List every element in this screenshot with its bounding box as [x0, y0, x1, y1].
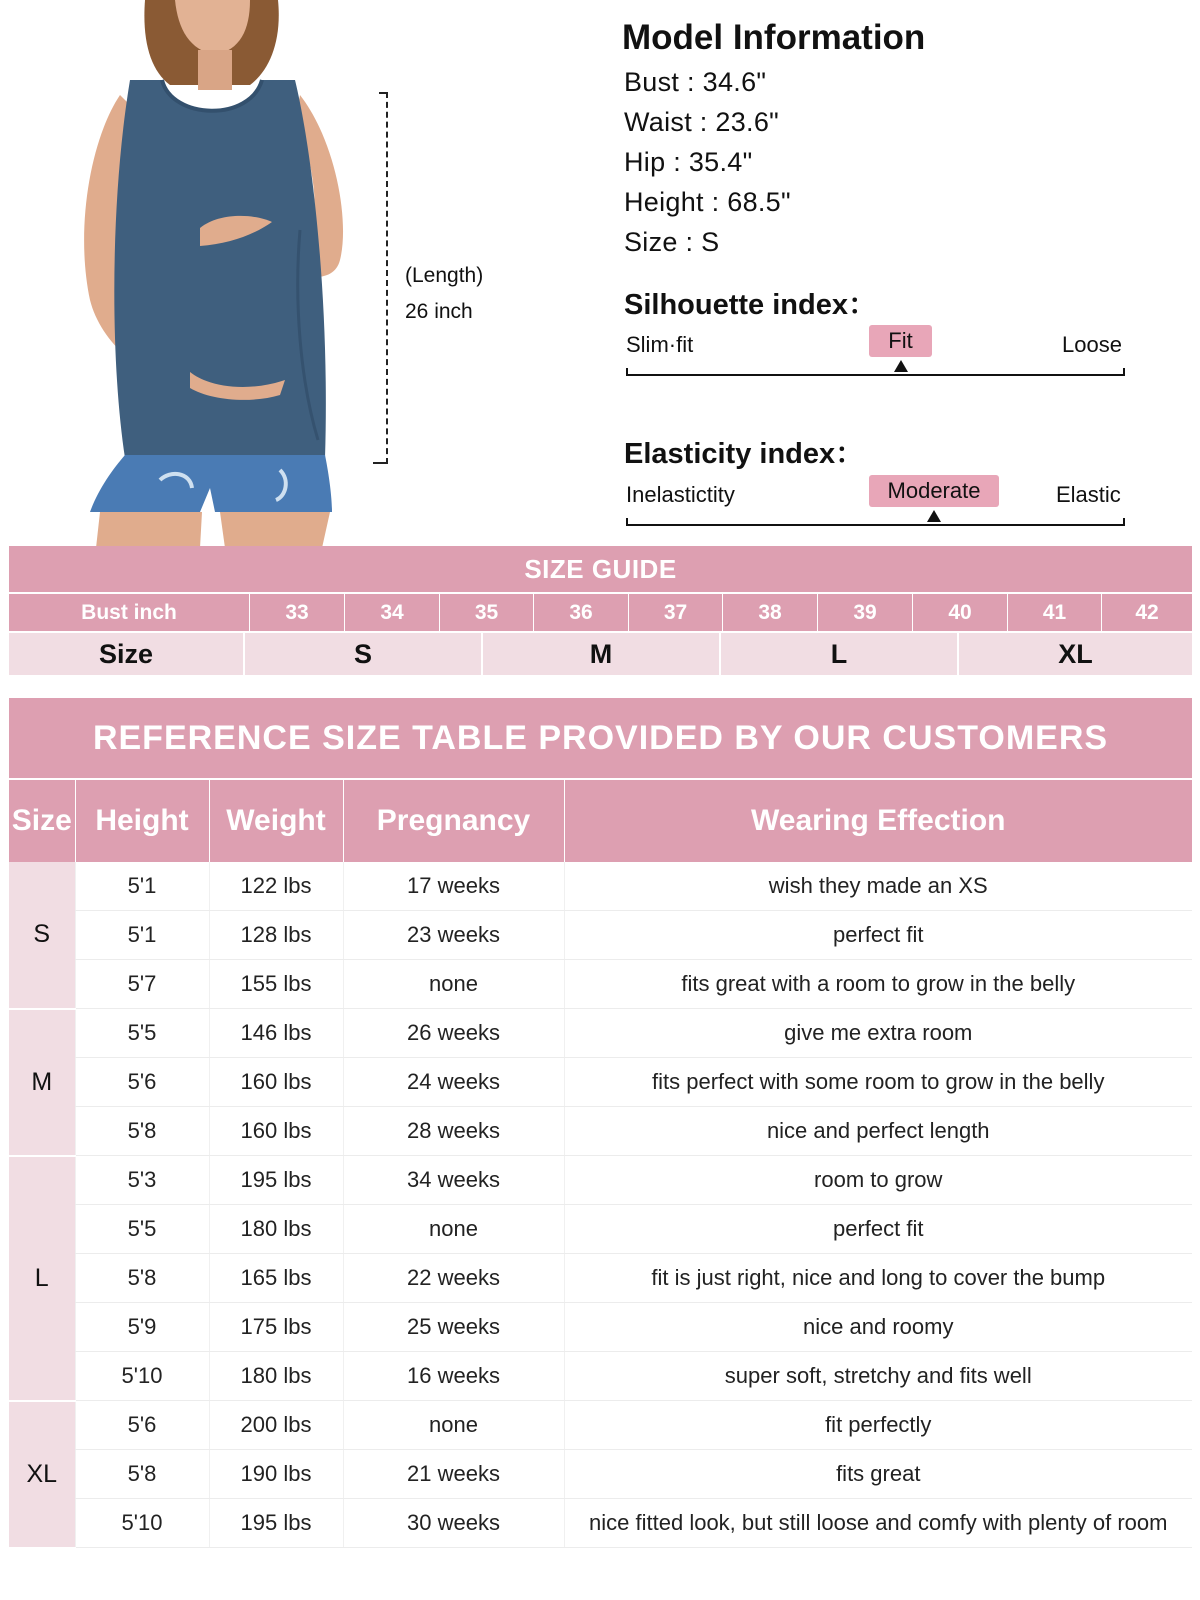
- size-group-cell: L: [9, 1156, 75, 1401]
- table-row: [9, 1205, 1192, 1254]
- weight-cell: 190 lbs: [209, 1450, 343, 1499]
- table-row: [9, 1156, 1192, 1205]
- size-label: Size: [98, 639, 154, 669]
- wearing-effection-cell: fits perfect with some room to grow in the belly: [564, 1058, 1192, 1107]
- wearing-effection-cell: fit is just right, nice and long to cover the bump: [564, 1254, 1192, 1303]
- length-cap-bottom: [373, 462, 388, 464]
- pregnancy-cell: none: [343, 1205, 564, 1254]
- weight-cell: 160 lbs: [209, 1107, 343, 1156]
- table-row: [9, 911, 1192, 960]
- bust-cell: 41: [1007, 594, 1101, 631]
- table-row: [9, 1107, 1192, 1156]
- height-cell: 5'8: [75, 1107, 209, 1156]
- pregnancy-cell: 21 weeks: [343, 1450, 564, 1499]
- pregnancy-cell: 25 weeks: [343, 1303, 564, 1352]
- wearing-effection-cell: room to grow: [564, 1156, 1192, 1205]
- wearing-effection-cell: super soft, stretchy and fits well: [564, 1352, 1192, 1401]
- bust-cell: 33: [249, 594, 344, 631]
- silhouette-pointer: [894, 360, 908, 372]
- bust-inch-label: Bust inch: [81, 601, 177, 624]
- size-cell-xl: XL: [957, 633, 1192, 675]
- table-row: [9, 1058, 1192, 1107]
- bust-cell: 37: [628, 594, 722, 631]
- weight-cell: 146 lbs: [209, 1009, 343, 1058]
- elasticity-scale: [626, 518, 1125, 526]
- height-cell: 5'9: [75, 1303, 209, 1352]
- reference-table: [9, 780, 1192, 1549]
- pregnancy-cell: none: [343, 1401, 564, 1450]
- height-cell: 5'1: [75, 862, 209, 911]
- elasticity-right-label: Elastic: [1056, 482, 1121, 507]
- weight-cell: 122 lbs: [209, 862, 343, 911]
- bust-cell: 34: [344, 594, 439, 631]
- size-cell-s: S: [243, 633, 481, 675]
- header-wearing-effection: Wearing Effection: [564, 780, 1192, 862]
- bust-cell: 36: [533, 594, 628, 631]
- size-group-cell: S: [9, 862, 75, 1009]
- weight-cell: 180 lbs: [209, 1205, 343, 1254]
- table-row: [9, 1009, 1192, 1058]
- pregnancy-cell: 34 weeks: [343, 1156, 564, 1205]
- height-cell: 5'5: [75, 1205, 209, 1254]
- height-cell: 5'7: [75, 960, 209, 1009]
- size-guide-size-row: [9, 633, 1192, 675]
- reference-table-title: REFERENCE SIZE TABLE PROVIDED BY OUR CUSTOMERS: [9, 698, 1192, 778]
- table-row: [9, 1303, 1192, 1352]
- header-weight: Weight: [209, 780, 343, 862]
- silhouette-title: Silhouette index：: [624, 289, 877, 321]
- silhouette-marker: Fit: [869, 325, 932, 357]
- wearing-effection-cell: nice and perfect length: [564, 1107, 1192, 1156]
- size-guide-bust-row: [9, 594, 1192, 631]
- table-row: [9, 862, 1192, 911]
- weight-cell: 128 lbs: [209, 911, 343, 960]
- wearing-effection-cell: nice fitted look, but still loose and comfy with plenty of room: [564, 1499, 1192, 1548]
- length-label: [405, 258, 483, 330]
- wearing-effection-cell: nice and roomy: [564, 1303, 1192, 1352]
- header-size: Size: [9, 780, 75, 862]
- model-info-title: Model Information: [622, 18, 926, 57]
- model-bust: Bust : 34.6": [624, 67, 767, 97]
- pregnancy-cell: 17 weeks: [343, 862, 564, 911]
- model-height: Height : 68.5": [624, 187, 791, 217]
- wearing-effection-cell: perfect fit: [564, 1205, 1192, 1254]
- wearing-effection-cell: give me extra room: [564, 1009, 1192, 1058]
- height-cell: 5'5: [75, 1009, 209, 1058]
- weight-cell: 160 lbs: [209, 1058, 343, 1107]
- pregnancy-cell: none: [343, 960, 564, 1009]
- pregnancy-cell: 24 weeks: [343, 1058, 564, 1107]
- pregnancy-cell: 28 weeks: [343, 1107, 564, 1156]
- bust-cell: 35: [439, 594, 533, 631]
- length-label-2: 26 inch: [405, 300, 473, 323]
- weight-cell: 195 lbs: [209, 1499, 343, 1548]
- size-group-cell: XL: [9, 1401, 75, 1548]
- pregnancy-cell: 30 weeks: [343, 1499, 564, 1548]
- table-row: [9, 1499, 1192, 1548]
- pregnancy-cell: 26 weeks: [343, 1009, 564, 1058]
- length-label-1: (Length): [405, 264, 484, 287]
- pregnancy-cell: 22 weeks: [343, 1254, 564, 1303]
- table-row: [9, 1401, 1192, 1450]
- height-cell: 5'6: [75, 1058, 209, 1107]
- height-cell: 5'3: [75, 1156, 209, 1205]
- denim-shorts: [90, 455, 332, 512]
- model-waist: Waist : 23.6": [624, 107, 780, 137]
- height-cell: 5'6: [75, 1401, 209, 1450]
- wearing-effection-cell: fits great with a room to grow in the belly: [564, 960, 1192, 1009]
- header-pregnancy: Pregnancy: [343, 780, 564, 862]
- weight-cell: 180 lbs: [209, 1352, 343, 1401]
- tank-top: [114, 80, 326, 458]
- table-row: [9, 960, 1192, 1009]
- bust-cell: 42: [1101, 594, 1192, 631]
- length-dashed-line: [386, 92, 388, 464]
- length-cap-top: [379, 92, 388, 94]
- elasticity-pointer: [927, 510, 941, 522]
- height-cell: 5'10: [75, 1352, 209, 1401]
- size-guide-title: SIZE GUIDE: [9, 546, 1192, 592]
- pregnancy-cell: 16 weeks: [343, 1352, 564, 1401]
- bust-cell: 40: [912, 594, 1007, 631]
- header-height: Height: [75, 780, 209, 862]
- weight-cell: 200 lbs: [209, 1401, 343, 1450]
- size-cell-l: L: [719, 633, 957, 675]
- size-group-cell: M: [9, 1009, 75, 1156]
- reference-header-row: [9, 780, 1192, 862]
- silhouette-left-label: Slim·fit: [626, 332, 694, 357]
- model-size: Size : S: [624, 227, 720, 257]
- silhouette-right-label: Loose: [1062, 332, 1122, 357]
- size-cell-m: M: [481, 633, 719, 675]
- table-row: [9, 1352, 1192, 1401]
- bust-cell: 39: [817, 594, 912, 631]
- wearing-effection-cell: fit perfectly: [564, 1401, 1192, 1450]
- weight-cell: 195 lbs: [209, 1156, 343, 1205]
- height-cell: 5'10: [75, 1499, 209, 1548]
- height-cell: 5'1: [75, 911, 209, 960]
- elasticity-left-label: Inelastictity: [626, 482, 735, 507]
- table-row: [9, 1450, 1192, 1499]
- product-photo: [50, 0, 370, 548]
- silhouette-scale: [626, 368, 1125, 376]
- wearing-effection-cell: fits great: [564, 1450, 1192, 1499]
- legs: [96, 512, 330, 548]
- height-cell: 5'8: [75, 1450, 209, 1499]
- elasticity-title: Elasticity index：: [624, 438, 865, 470]
- bust-cell: 38: [722, 594, 817, 631]
- weight-cell: 175 lbs: [209, 1303, 343, 1352]
- table-row: [9, 1254, 1192, 1303]
- weight-cell: 155 lbs: [209, 960, 343, 1009]
- model-hip: Hip : 35.4": [624, 147, 753, 177]
- weight-cell: 165 lbs: [209, 1254, 343, 1303]
- wearing-effection-cell: wish they made an XS: [564, 862, 1192, 911]
- model-stats: [624, 62, 791, 262]
- reference-table-body: [9, 862, 1192, 1548]
- pregnancy-cell: 23 weeks: [343, 911, 564, 960]
- wearing-effection-cell: perfect fit: [564, 911, 1192, 960]
- elasticity-marker: Moderate: [869, 475, 999, 507]
- height-cell: 5'8: [75, 1254, 209, 1303]
